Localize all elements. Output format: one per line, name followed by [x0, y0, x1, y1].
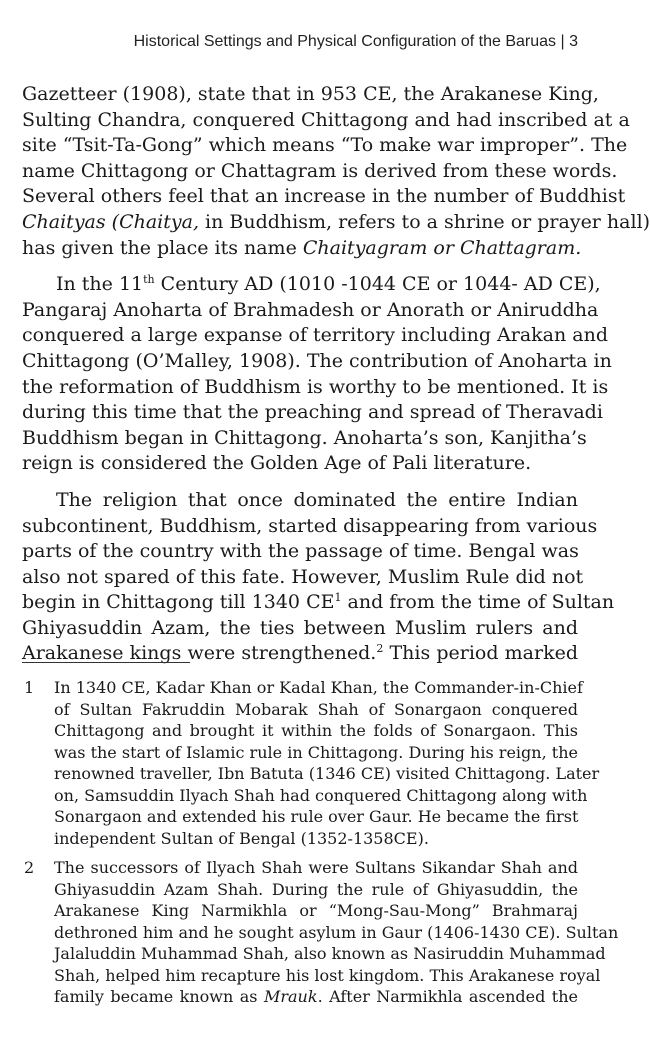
footnote-line: on, Samsuddin Ilyach Shah had conquered Chittagong along with	[54, 785, 588, 805]
text-line	[22, 272, 601, 298]
footnote-line: Ghiyasuddin Azam Shah. During the rule of Ghiyasuddin, the	[54, 879, 578, 899]
text-span: and from the time of Sultan	[341, 591, 615, 614]
text-span: . After Narmikhla ascended the	[317, 987, 578, 1006]
text-line: the reformation of Buddhism is worthy to be mentioned. It is	[22, 375, 609, 398]
text-line: parts of the country with the passage of time. Bengal was	[22, 540, 579, 563]
body-text	[22, 82, 650, 667]
text-span: has given the place its name	[22, 236, 303, 259]
footnote-line: In 1340 CE, Kadar Khan or Kadal Khan, the Commander-in-Chief	[54, 678, 583, 697]
footnote-line: of Sultan Fakruddin Mobarak Shah of Sonargaon conquered	[54, 699, 578, 719]
text-line: Pangaraj Anoharta of Brahmadesh or Anorath or Aniruddha	[22, 298, 599, 321]
text-line: subcontinent, Buddhism, started disappearing from various	[22, 514, 598, 537]
footnote-number: 2	[24, 858, 35, 877]
text-line: reign is considered the Golden Age of Pali literature.	[22, 452, 532, 475]
paragraph-2	[22, 272, 612, 477]
footnote-1	[22, 677, 600, 849]
paragraph-3	[22, 488, 615, 667]
text-span: family became known as	[54, 987, 264, 1006]
text-line: Several others feel that an increase in the number of Buddhist	[22, 185, 626, 208]
footnote-line: independent Sultan of Bengal (1352-1358CE).	[54, 828, 429, 848]
text-line: name Chittagong or Chattagram is derived from these words.	[22, 159, 618, 182]
footnote-2	[22, 857, 619, 1008]
footnote-line: Chittagong and brought it within the folds of Sonargaon. This	[54, 721, 578, 740]
footnote-line: dethroned him and he sought asylum in Gaur (1406-1430 CE). Sultan	[54, 922, 619, 942]
footnote-line: was the start of Islamic rule in Chittagong. During his reign, the	[54, 742, 578, 762]
footnote-divider	[22, 662, 190, 663]
text-line: Sulting Chandra, conquered Chittagong and had inscribed at a	[22, 108, 630, 131]
text-line	[22, 210, 650, 236]
footnote-line: Shah, helped him recapture his lost kingdom. This Arakanese royal	[54, 965, 601, 985]
text-line: Buddhism began in Chittagong. Anoharta’s son, Kanjitha’s	[22, 426, 587, 449]
text-line	[22, 641, 578, 667]
text-line: Chittagong (O’Malley, 1908). The contribution of Anoharta in	[22, 349, 612, 372]
italic-term: Chaityas (Chaitya,	[22, 210, 199, 233]
footnote-line: Arakanese King Narmikhla or “Mong-Sau-Mong” Brahmaraj	[54, 901, 578, 920]
footnote-ref-2[interactable]: 2	[376, 642, 384, 656]
text-line: Gazetteer (1908), state that in 953 CE, the Arakanese King,	[22, 83, 599, 105]
footnote-line	[54, 986, 578, 1008]
footnote-line: The successors of Ilyach Shah were Sultans Sikandar Shah and	[54, 858, 578, 877]
text-line	[22, 236, 582, 262]
italic-term: Mrauk	[263, 987, 318, 1006]
footnote-line: Sonargaon and extended his rule over Gaur. He became the first	[54, 807, 579, 826]
footnote-line: renowned traveller, Ibn Batuta (1346 CE) visited Chittagong. Later	[54, 764, 600, 783]
text-span: In the 11	[56, 273, 144, 296]
text-line: The religion that once dominated the entire Indian	[56, 488, 578, 511]
text-line	[22, 590, 615, 616]
text-span: This period marked	[383, 642, 578, 665]
text-line: conquered a large expanse of territory including Arakan and	[22, 324, 608, 347]
footnotes	[22, 677, 619, 1008]
text-line: also not spared of this fate. However, Muslim Rule did not	[22, 565, 584, 588]
text-line: during this time that the preaching and spread of Theravadi	[22, 401, 603, 424]
footnote-line: Jalaluddin Muhammad Shah, also known as Nasiruddin Muhammad	[54, 944, 606, 963]
italic-term: Chaityagram or Chattagram.	[302, 236, 582, 259]
footnote-ref-1[interactable]: 1	[334, 591, 342, 605]
text-line: Ghiyasuddin Azam, the ties between Muslim rulers and	[22, 616, 578, 639]
text-span: Arakanese kings were strengthened.	[22, 642, 377, 665]
footnote-number: 1	[24, 678, 35, 697]
text-span: begin in Chittagong till 1340 CE	[22, 591, 335, 614]
paragraph-1	[22, 82, 650, 261]
text-line: site “Tsit-Ta-Gong” which means “To make war improper”. The	[22, 134, 628, 157]
ordinal-superscript: th	[143, 273, 155, 287]
text-span: in Buddhism, refers to a shrine or prayer hall)	[199, 210, 650, 233]
text-span: Century AD (1010 -1044 CE or 1044- AD CE),	[154, 273, 601, 296]
running-header: Historical Settings and Physical Configuration of the Baruas | 3	[133, 33, 578, 50]
